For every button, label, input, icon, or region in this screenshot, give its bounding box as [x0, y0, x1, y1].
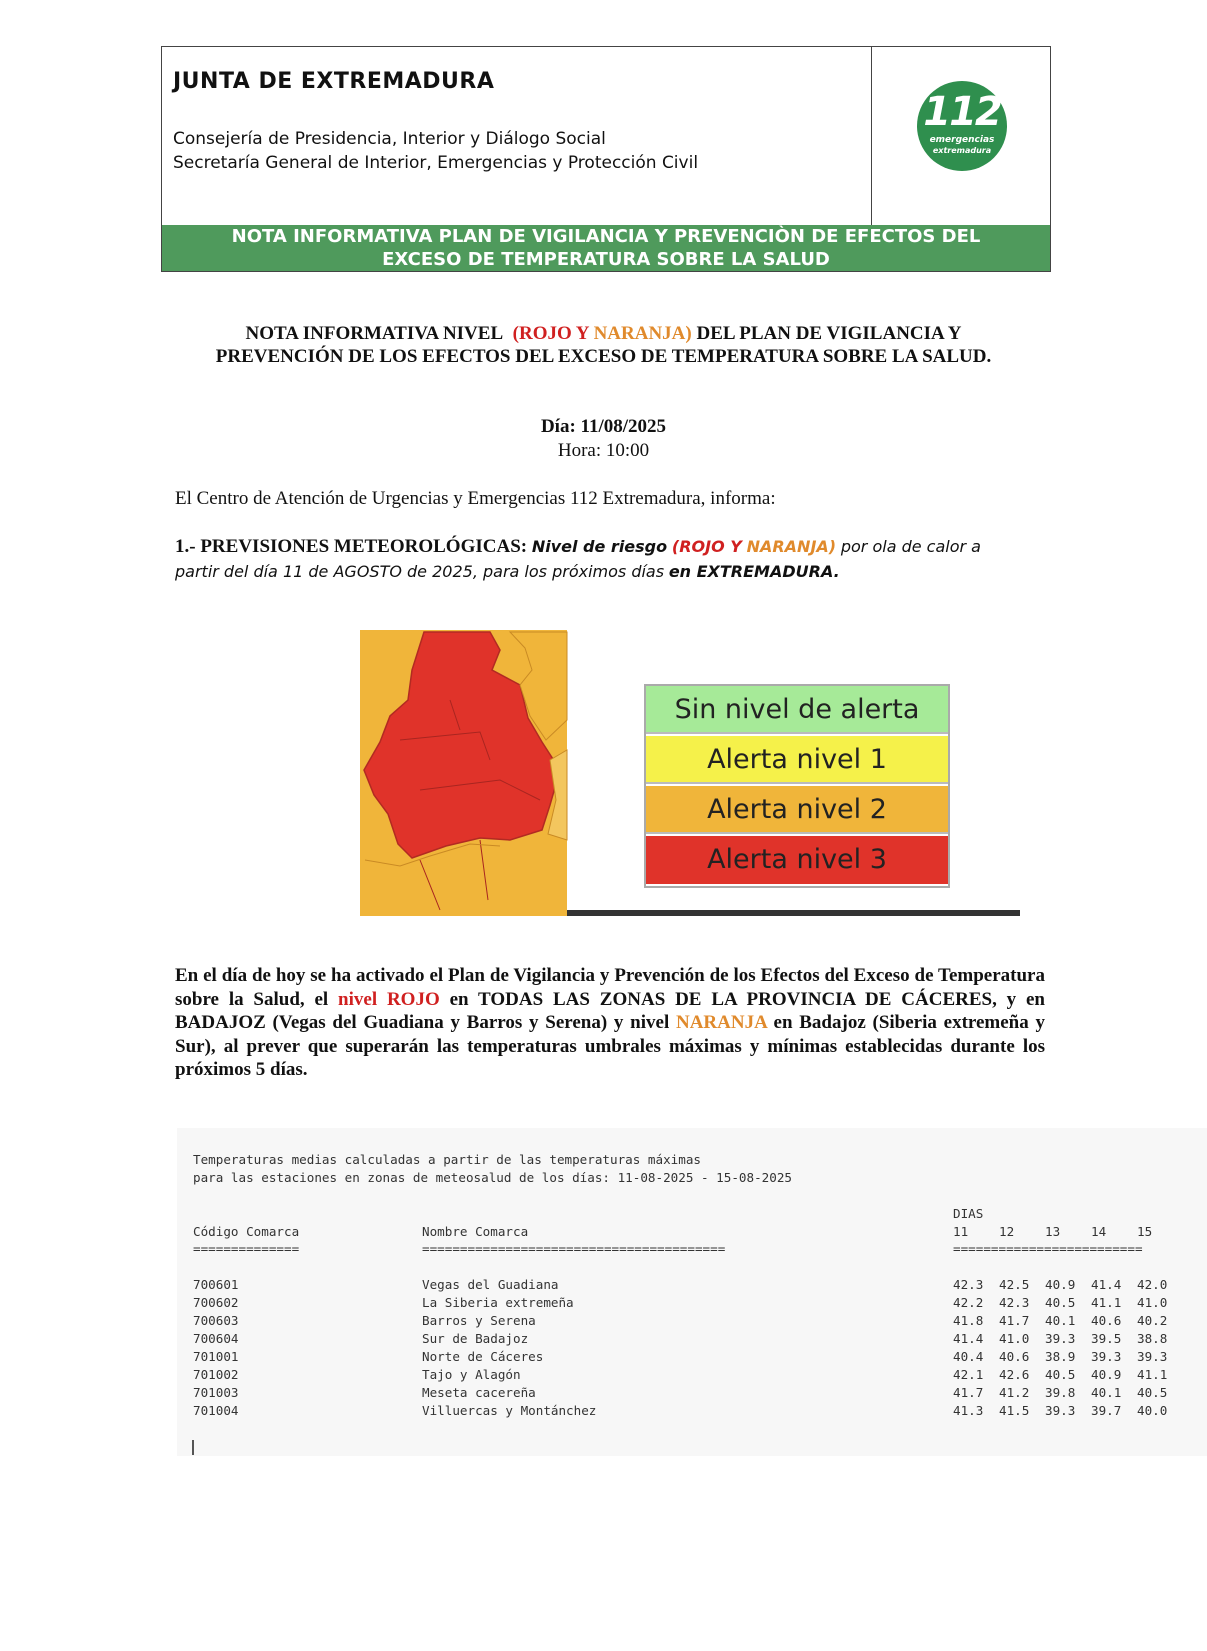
comarca-name: Sur de Badajoz	[422, 1331, 529, 1346]
comarca-name: Barros y Serena	[422, 1313, 536, 1328]
column-header-day-14: 14	[1091, 1224, 1107, 1239]
temperature-value: 40.6	[999, 1349, 1030, 1364]
logo-text-extremadura: extremadura	[932, 146, 992, 155]
header-banner	[162, 225, 1050, 271]
title-text-end: DEL PLAN DE VIGILANCIA Y	[696, 323, 962, 344]
table-caption-2: para las estaciones en zonas de meteosalud de los días: 11-08-2025 - 15-08-2025	[193, 1170, 792, 1185]
activation-text-3: en Badajoz (Siberia extremeña y Sur), al prever que superarán las temperaturas umbrales máximas y mínimas establecidas durante los próximos 5 días.	[175, 1012, 1045, 1080]
activation-paragraph	[175, 964, 1045, 1082]
temperature-value: 39.8	[1045, 1385, 1076, 1400]
forecast-heat: por ola de calor a	[840, 537, 981, 556]
separator-name: ========================================	[422, 1241, 726, 1256]
temperature-value: 42.3	[953, 1277, 984, 1292]
activation-text-2: en TODAS LAS ZONAS DE LA PROVINCIA DE CÁCERES, y en BADAJOZ (Vegas del Guadiana y Barros y Serena) y nivel	[175, 988, 1046, 1033]
temperature-value: 41.0	[1137, 1295, 1168, 1310]
activation-text-1: En el día de hoy se ha activado el Plan de Vigilancia y Prevención de los Efectos del Exceso de Temperatura sobre la Salud, el	[175, 965, 1045, 1010]
comarca-name: La Siberia extremeña	[422, 1295, 574, 1310]
column-header-name: Nombre Comarca	[422, 1224, 529, 1239]
temperature-value: 40.1	[1045, 1313, 1076, 1328]
secretariat-line: Secretaría General de Interior, Emergencias y Protección Civil	[173, 153, 699, 173]
legend-no-alert: Sin nivel de alerta	[646, 686, 948, 734]
temperature-value: 39.3	[1045, 1403, 1076, 1418]
legend-level-2: Alerta nivel 2	[646, 786, 948, 834]
notice-date: Día: 11/08/2025	[540, 416, 667, 437]
temperature-value: 40.5	[1045, 1367, 1076, 1382]
forecast-period: partir del día 11 de AGOSTO de 2025, para los próximos días	[175, 562, 665, 581]
intro-text: El Centro de Atención de Urgencias y Emergencias 112 Extremadura, informa:	[175, 488, 776, 509]
forecast-risk-label: Nivel de riesgo	[531, 537, 668, 556]
temperature-value: 41.5	[999, 1403, 1030, 1418]
activation-naranja: NARANJA	[675, 1012, 767, 1033]
title-naranja: NARANJA)	[593, 323, 692, 344]
forecast-naranja: NARANJA)	[746, 537, 837, 556]
forecast-heading: 1.- PREVISIONES METEOROLÓGICAS:	[175, 536, 528, 557]
notice-time: Hora: 10:00	[557, 440, 650, 461]
temperature-value: 41.1	[1137, 1367, 1168, 1382]
temperature-value: 38.8	[1137, 1331, 1168, 1346]
temperature-value: 40.0	[1137, 1403, 1168, 1418]
comarca-name: Norte de Cáceres	[422, 1349, 544, 1364]
comarca-code: 700601	[193, 1277, 239, 1292]
document-header	[161, 46, 1051, 272]
forecast-rojo: (ROJO Y	[671, 537, 742, 556]
temperature-value: 40.2	[1137, 1313, 1168, 1328]
logo-text-emergencias: emergencias	[929, 135, 995, 145]
comarca-name: Tajo y Alagón	[422, 1367, 521, 1382]
temperature-value: 41.3	[953, 1403, 984, 1418]
comarca-name: Villuercas y Montánchez	[422, 1403, 597, 1418]
comarca-code: 700604	[193, 1331, 239, 1346]
title-text: NOTA INFORMATIVA NIVEL	[245, 323, 504, 344]
temperature-value: 42.1	[953, 1367, 984, 1382]
temperature-value: 39.3	[1045, 1331, 1076, 1346]
header-logo-cell	[871, 47, 1050, 225]
banner-line-1: NOTA INFORMATIVA PLAN DE VIGILANCIA Y PREVENCIÒN DE EFECTOS DEL	[231, 226, 981, 247]
banner-line-2: EXCESO DE TEMPERATURA SOBRE LA SALUD	[382, 249, 830, 270]
temperature-value: 39.3	[1091, 1349, 1122, 1364]
comarca-code: 701002	[193, 1367, 239, 1382]
column-header-day-12: 12	[999, 1224, 1015, 1239]
temperature-value: 41.0	[999, 1331, 1030, 1346]
legend-level-1: Alerta nivel 1	[646, 736, 948, 784]
temperature-value: 42.0	[1137, 1277, 1168, 1292]
alert-legend	[644, 684, 950, 888]
separator-code: ==============	[193, 1241, 300, 1256]
temperature-value: 40.1	[1091, 1385, 1122, 1400]
text-cursor	[192, 1440, 194, 1455]
temperature-value: 41.7	[953, 1385, 984, 1400]
temperature-value: 42.5	[999, 1277, 1030, 1292]
temperature-value: 38.9	[1045, 1349, 1076, 1364]
column-header-day-11: 11	[953, 1224, 969, 1239]
table-caption-1: Temperaturas medias calculadas a partir de las temperaturas máximas	[193, 1152, 701, 1167]
temperature-value: 42.3	[999, 1295, 1030, 1310]
header-text-cell	[162, 47, 872, 225]
comarca-name: Meseta cacereña	[422, 1385, 536, 1400]
temperature-table-screenshot	[177, 1128, 1207, 1456]
temperature-value: 41.4	[1091, 1277, 1122, 1292]
temperature-value: 42.6	[999, 1367, 1030, 1382]
temperature-value: 39.7	[1091, 1403, 1122, 1418]
comarca-code: 701001	[193, 1349, 239, 1364]
comarca-code: 701003	[193, 1385, 239, 1400]
temperature-value: 40.6	[1091, 1313, 1122, 1328]
map-base-line	[567, 910, 1020, 916]
column-header-day-15: 15	[1137, 1224, 1153, 1239]
separator-days: =========================	[953, 1241, 1143, 1256]
temperature-value: 41.8	[953, 1313, 984, 1328]
temperature-value: 39.5	[1091, 1331, 1122, 1346]
table-days-label: DIAS	[953, 1206, 984, 1221]
comarca-code: 701004	[193, 1403, 239, 1418]
temperature-value: 39.3	[1137, 1349, 1168, 1364]
organization-name: JUNTA DE EXTREMADURA	[173, 69, 495, 94]
forecast-section	[175, 534, 1045, 584]
title-rojo: (ROJO Y	[512, 323, 589, 344]
column-header-code: Código Comarca	[193, 1224, 300, 1239]
comarca-code: 700602	[193, 1295, 239, 1310]
logo-number: 112	[923, 89, 1001, 135]
temperature-value: 41.7	[999, 1313, 1030, 1328]
notice-title-line-2: PREVENCIÓN DE LOS EFECTOS DEL EXCESO DE TEMPERATURA SOBRE LA SALUD.	[215, 346, 992, 367]
legend-level-3: Alerta nivel 3	[646, 836, 948, 884]
temperature-value: 40.9	[1045, 1277, 1076, 1292]
temperature-value: 40.5	[1137, 1385, 1168, 1400]
activation-rojo: nivel ROJO	[338, 988, 440, 1010]
notice-title-line-1	[150, 323, 1057, 345]
comarca-code: 700603	[193, 1313, 239, 1328]
column-header-day-13: 13	[1045, 1224, 1061, 1239]
comarca-name: Vegas del Guadiana	[422, 1277, 559, 1292]
emergencias-112-logo	[917, 81, 1007, 171]
temperature-value: 41.1	[1091, 1295, 1122, 1310]
temperature-value: 42.2	[953, 1295, 984, 1310]
forecast-region: en EXTREMADURA.	[668, 562, 840, 581]
temperature-value: 41.4	[953, 1331, 984, 1346]
temperature-value: 40.5	[1045, 1295, 1076, 1310]
ministry-line: Consejería de Presidencia, Interior y Diálogo Social	[173, 129, 606, 149]
temperature-value: 40.9	[1091, 1367, 1122, 1382]
temperature-value: 41.2	[999, 1385, 1030, 1400]
temperature-value: 40.4	[953, 1349, 984, 1364]
